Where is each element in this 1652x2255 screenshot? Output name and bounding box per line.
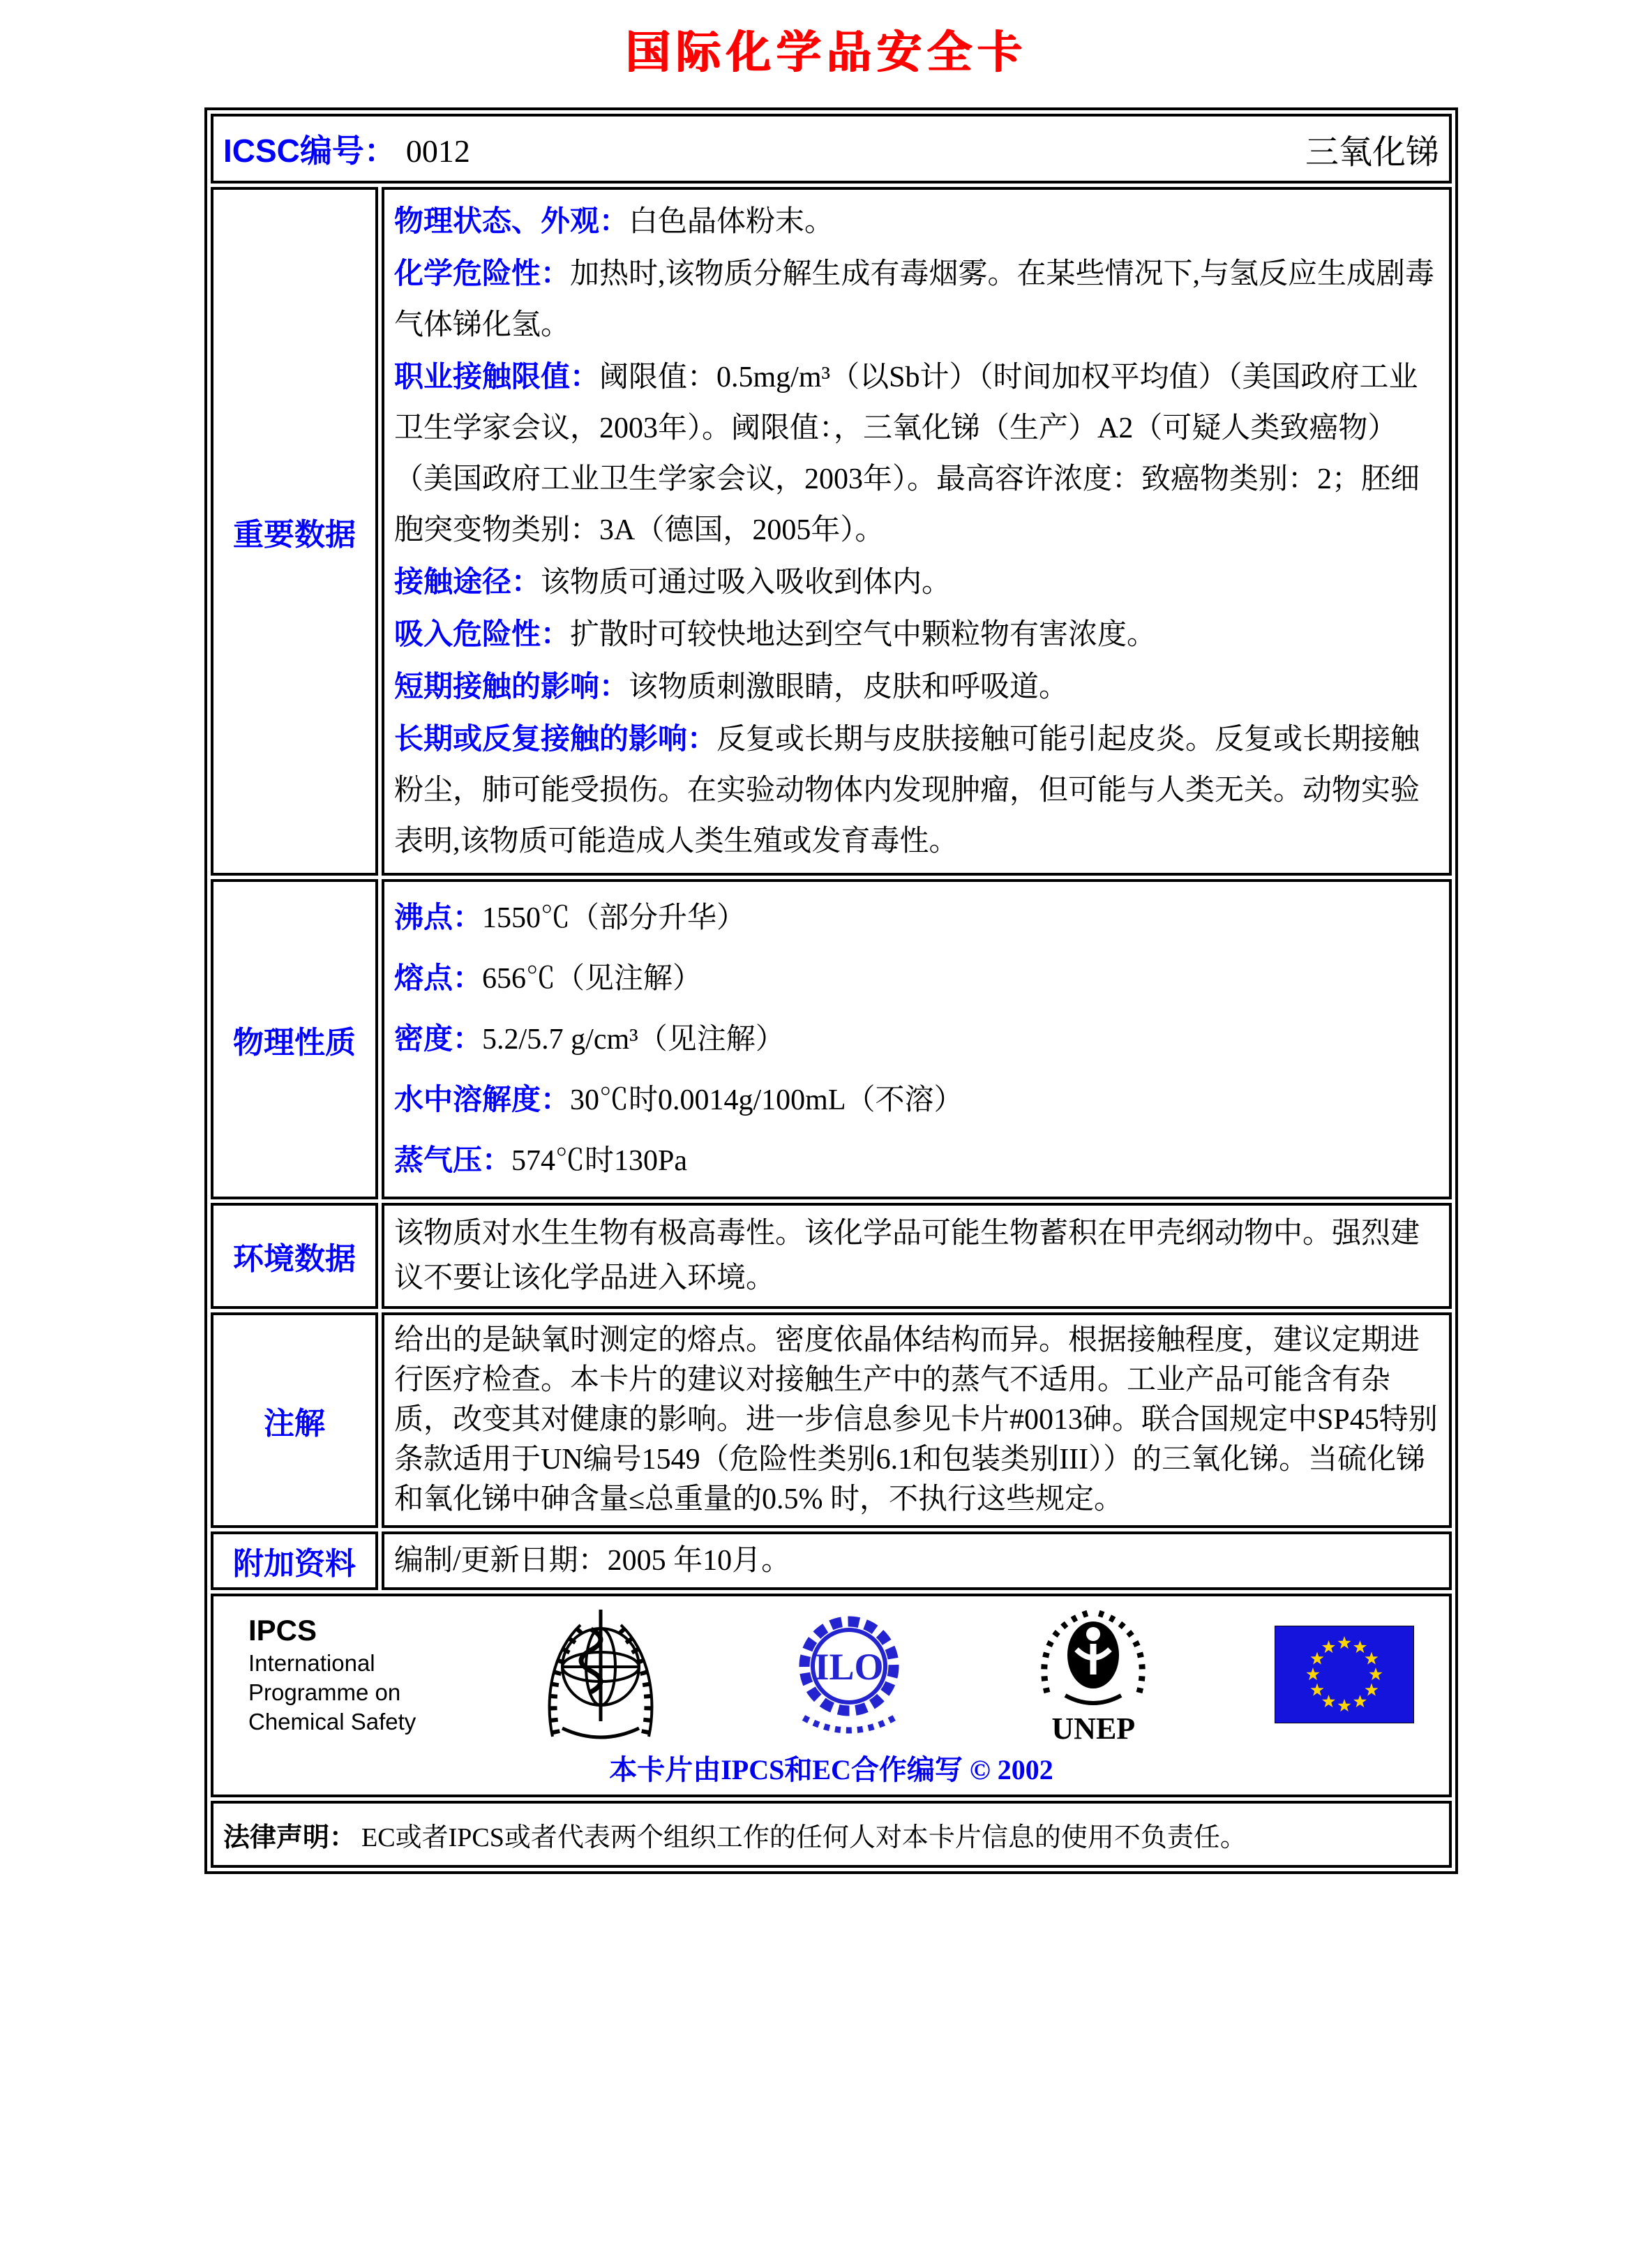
item-text: 阈限值：0.5mg/m³（以Sb计）（时间加权平均值）（美国政府工业卫生学家会议，2003年）。阈限值：，三氧化锑（生产）A2（可疑人类致癌物）（美国政府工业卫生学家会议，2003年）。最高容许浓度：致癌物类别：2；胚细胞突变物类别：3A（德国，2005年）。 (394, 361, 1420, 546)
ilo-letters: ILO (814, 1645, 884, 1688)
icsc-card-page (0, 17, 1652, 1874)
ilo-emblem-icon (786, 1608, 913, 1741)
unep-emblem-icon (1032, 1603, 1155, 1709)
ipcs-text-block (248, 1612, 416, 1737)
item-text: 574℃时130Pa (511, 1145, 688, 1177)
logos-strip (234, 1603, 1428, 1745)
important-data-item (394, 661, 1439, 713)
physical-properties-content (382, 879, 1452, 1199)
important-data-item (394, 351, 1439, 556)
unep-label: UNEP (1051, 1711, 1136, 1746)
important-data-content (382, 187, 1452, 876)
item-label: 接触途径： (394, 565, 541, 598)
unep-block (1032, 1603, 1155, 1745)
section-label-notes: 注解 (211, 1312, 378, 1528)
legal-row (211, 1801, 1452, 1868)
additional-info-content (382, 1531, 1452, 1590)
item-label: 沸点： (394, 901, 483, 934)
eu-flag-icon (1275, 1626, 1414, 1723)
item-label: 水中溶解度： (394, 1083, 571, 1116)
item-label: 化学危险性： (394, 257, 571, 290)
logos-cell (211, 1594, 1452, 1797)
item-label: 职业接触限值： (394, 360, 600, 393)
section-label-environmental-data: 环境数据 (211, 1203, 378, 1309)
caption-text: 本卡片由IPCS和EC合作编写 (609, 1754, 963, 1785)
environmental-data-text: 该物质对水生生物有极高毒性。该化学品可能生物蓄积在甲壳纲动物中。强烈建议不要让该化学品进入环境。 (394, 1218, 1420, 1294)
section-label-important-data: 重要数据 (211, 187, 378, 876)
ipcs-line: International (248, 1649, 375, 1676)
header-row (211, 114, 1452, 183)
section-label-additional-info: 附加资料 (211, 1531, 378, 1590)
environmental-data-content (382, 1203, 1452, 1309)
item-label: 短期接触的影响： (394, 670, 629, 703)
icsc-card-table (204, 107, 1458, 1874)
section-label-physical-properties: 物理性质 (211, 879, 378, 1199)
important-data-item (394, 556, 1439, 608)
physical-property-item (394, 1130, 1439, 1191)
additional-info-text: 编制/更新日期：2005 年10月。 (394, 1545, 791, 1577)
environmental-data-row (211, 1203, 1452, 1309)
physical-property-item (394, 948, 1439, 1009)
ipcs-line: Programme on (248, 1679, 401, 1705)
ipcs-line: Chemical Safety (248, 1708, 416, 1735)
who-emblem-icon (536, 1605, 666, 1744)
important-data-item (394, 608, 1439, 661)
item-label: 熔点： (394, 961, 483, 994)
notes-row (211, 1312, 1452, 1528)
item-text: 1550℃（部分升华） (482, 902, 746, 934)
physical-property-item (394, 1009, 1439, 1070)
additional-info-row (211, 1531, 1452, 1590)
icsc-number-value: 0012 (405, 133, 470, 169)
item-text: 白色晶体粉末。 (629, 206, 834, 238)
item-text: 该物质刺激眼睛，皮肤和呼吸道。 (629, 671, 1069, 703)
important-data-item (394, 195, 1439, 248)
physical-property-item (394, 1070, 1439, 1130)
item-label: 长期或反复接触的影响： (394, 722, 717, 755)
important-data-row (211, 187, 1452, 876)
item-label: 物理状态、外观： (394, 204, 629, 237)
legal-text: EC或者IPCS或者代表两个组织工作的任何人对本卡片信息的使用不负责任。 (361, 1822, 1247, 1852)
physical-property-item (394, 887, 1439, 948)
icsc-number (223, 126, 470, 172)
item-text: 5.2/5.7 g/cm³（见注解） (482, 1024, 785, 1056)
notes-content (382, 1312, 1452, 1528)
legal-cell (211, 1801, 1452, 1868)
icsc-number-label: ICSC编号： (223, 133, 396, 169)
legal-label: 法律声明： (223, 1822, 356, 1852)
caption-copyright: © 2002 (969, 1754, 1053, 1785)
important-data-item (394, 713, 1439, 867)
chemical-name: 三氧化锑 (1305, 133, 1439, 171)
item-label: 吸入危险性： (394, 617, 571, 650)
important-data-item (394, 248, 1439, 351)
footer-caption (234, 1748, 1428, 1788)
item-text: 30℃时0.0014g/100mL（不溶） (570, 1084, 963, 1116)
item-label: 蒸气压： (394, 1144, 512, 1176)
item-text: 该物质可通过吸入吸收到体内。 (541, 567, 952, 599)
notes-text: 给出的是缺氧时测定的熔点。密度依晶体结构而异。根据接触程度，建议定期进行医疗检查。本卡片的建议对接触生产中的蒸气不适用。工业产品可能含有杂质，改变其对健康的影响。进一步信息参见卡片#0013砷。联合国规定中SP45特别条款适用于UN编号1549（危险性类别6.1和包装类别III））的三氧化锑。当硫化锑和氧化锑中砷含量≤总重量的0.5% 时，不执行这些规定。 (394, 1324, 1438, 1515)
page-title: 国际化学品安全卡 (625, 27, 1027, 77)
item-text: 反复或长期与皮肤接触可能引起皮炎。反复或长期接触粉尘，肺可能受损伤。在实验动物体内发现肿瘤，但可能与人类无关。动物实验表明,该物质可能造成人类生殖或发育毒性。 (394, 724, 1420, 857)
header-cell (211, 114, 1452, 183)
physical-properties-row (211, 879, 1452, 1199)
item-text: 扩散时可较快地达到空气中颗粒物有害浓度。 (570, 619, 1157, 651)
item-text: 加热时,该物质分解生成有毒烟雾。在某些情况下,与氢反应生成剧毒气体锑化氢。 (394, 258, 1435, 341)
footer-logos-row (211, 1594, 1452, 1797)
item-text: 656℃（见注解） (482, 963, 703, 995)
ipcs-acronym: IPCS (248, 1613, 317, 1647)
item-label: 密度： (394, 1022, 483, 1055)
